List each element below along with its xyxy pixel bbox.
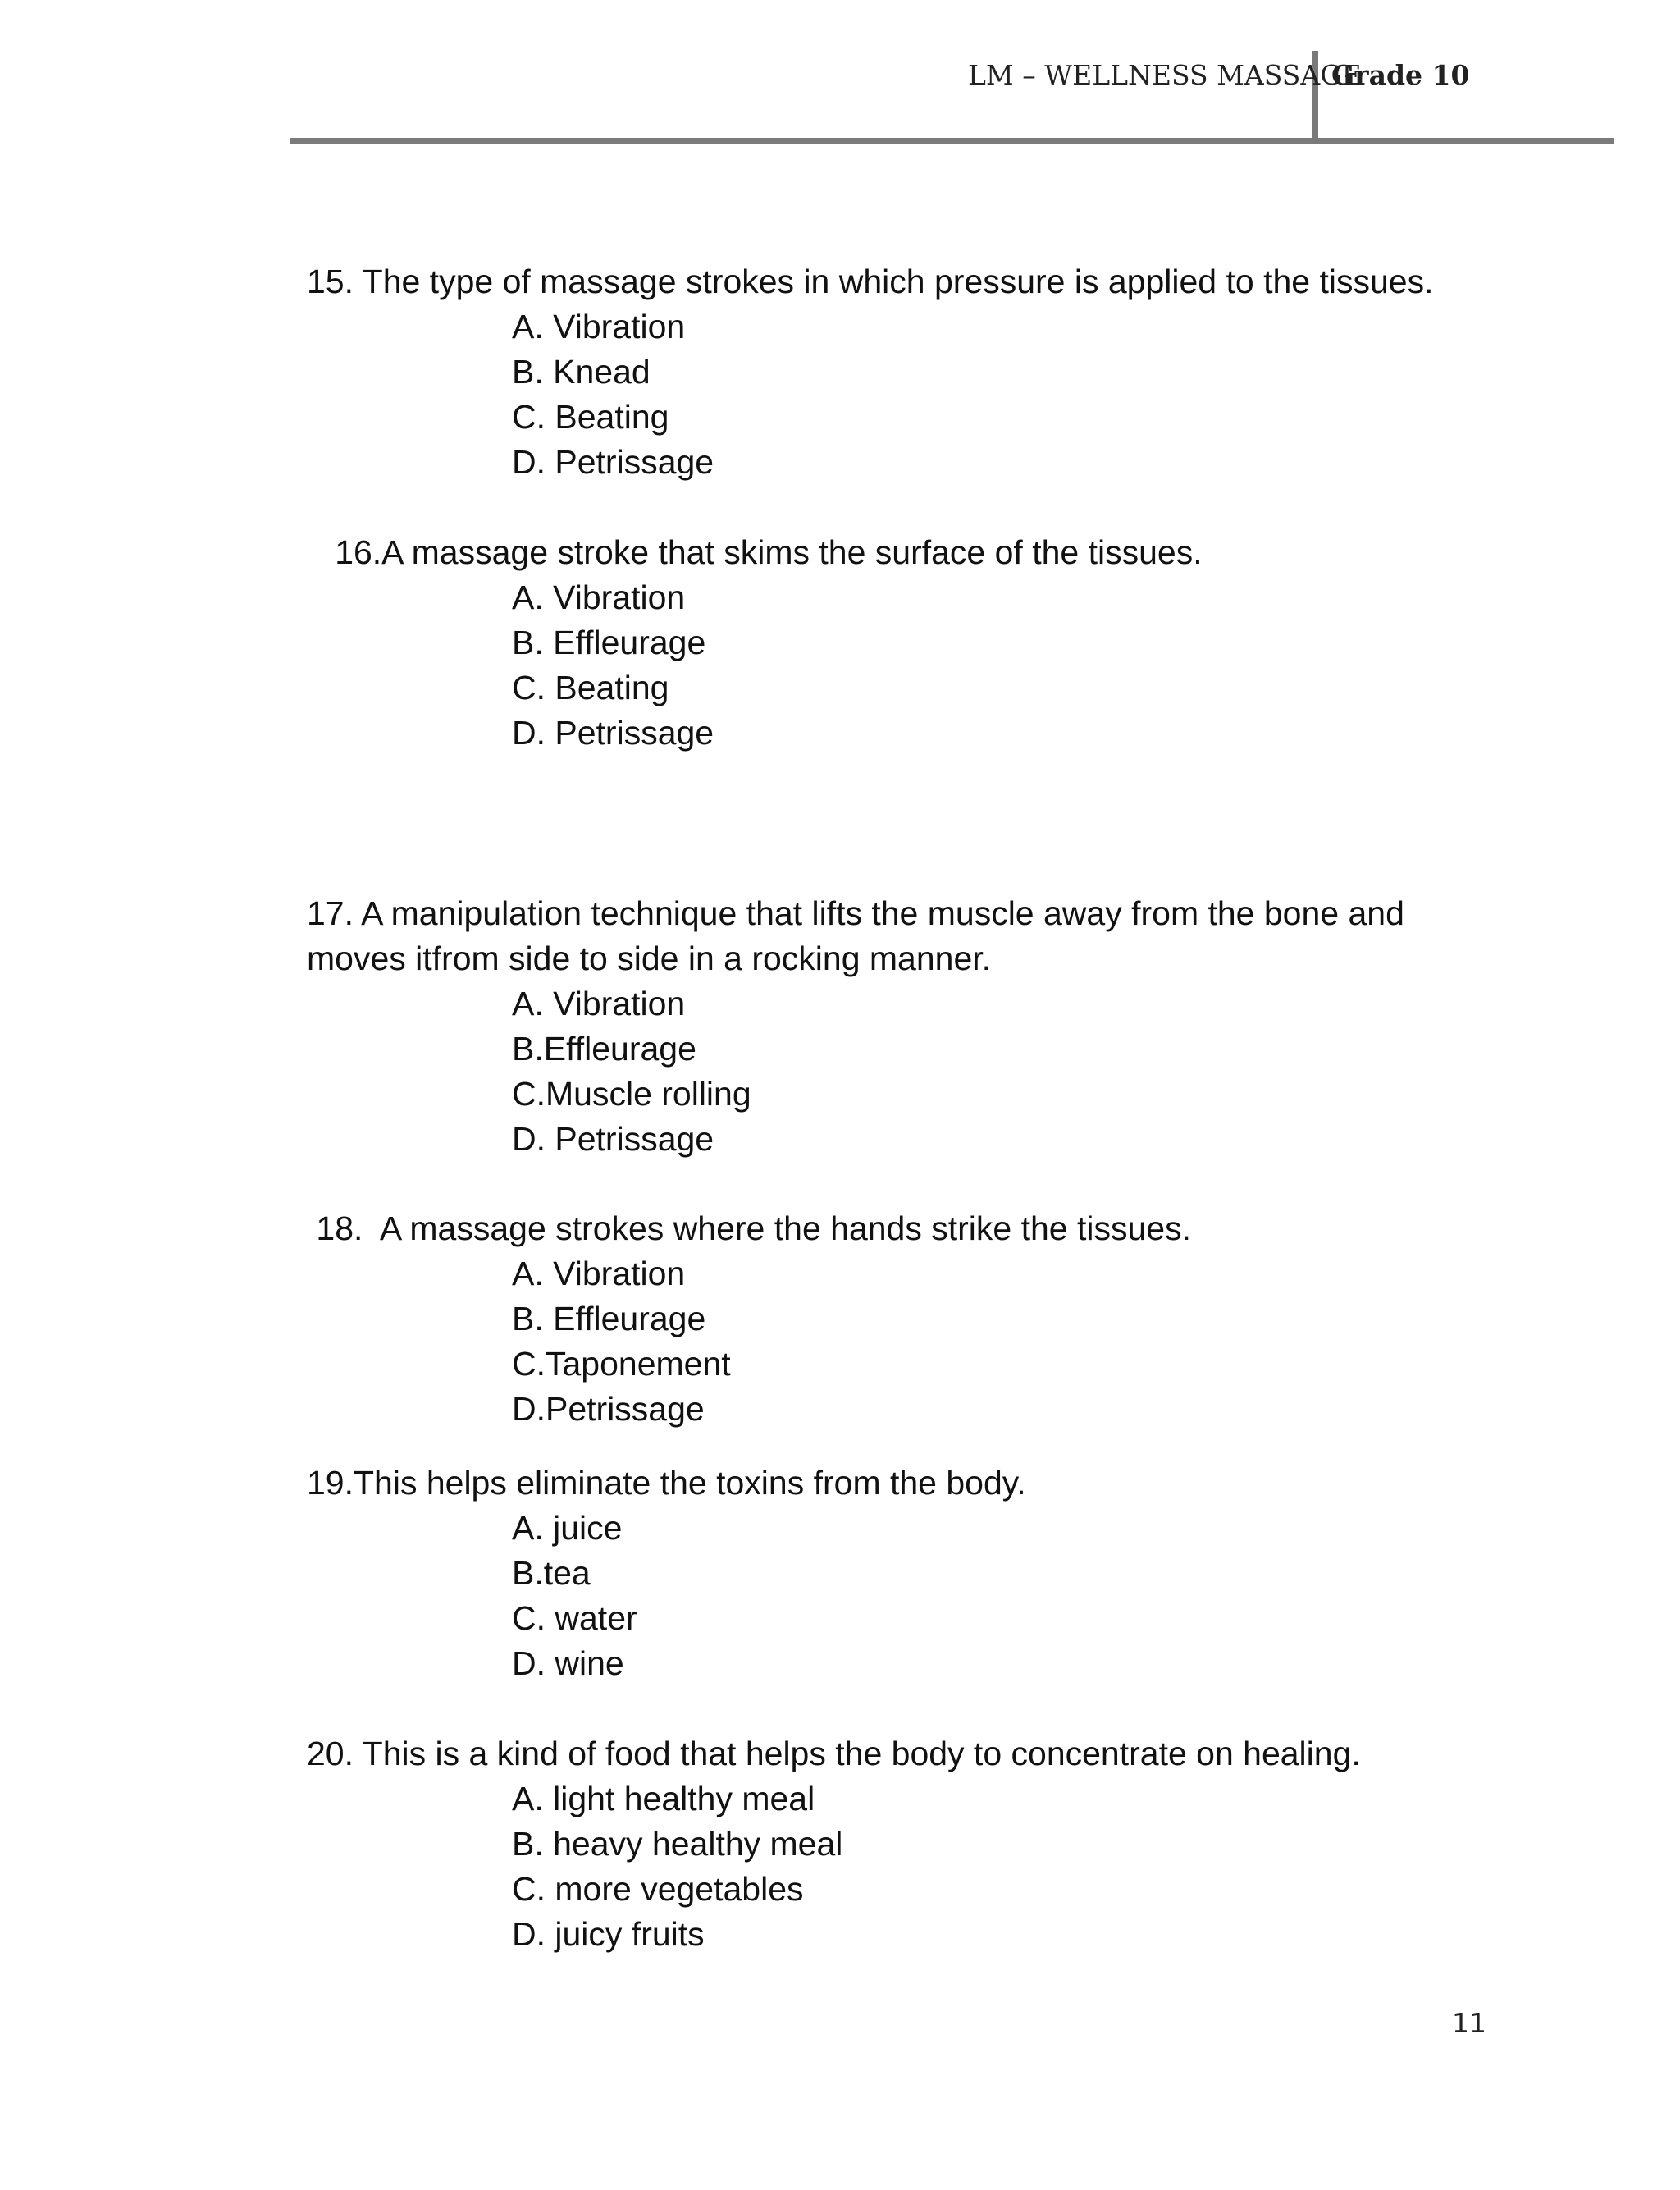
question-text: 15. The type of massage strokes in which pressure is applied to the tissues. <box>307 263 1434 300</box>
answer-option-c: C. Beating <box>512 398 669 436</box>
question-text: 16.A massage stroke that skims the surface of the tissues. <box>307 533 1203 571</box>
answer-option-d: D. juicy fruits <box>512 1915 705 1953</box>
answer-option-a: A. Vibration <box>512 1255 686 1292</box>
question-16 <box>307 530 1570 756</box>
answer-options <box>307 1251 1570 1432</box>
answer-option-b: B. Effleurage <box>512 1300 706 1337</box>
answer-option-c: C. more vegetables <box>512 1870 804 1908</box>
answer-option-d: D. Petrissage <box>512 1120 714 1158</box>
answer-option-a: A. light healthy meal <box>512 1780 815 1817</box>
answer-option-b: B. Knead <box>512 353 651 391</box>
answer-options <box>307 575 1570 756</box>
question-text: 20. This is a kind of food that helps the body to concentrate on healing. <box>307 1735 1361 1772</box>
answer-option-d: D. wine <box>512 1644 624 1682</box>
answer-option-a: A. juice <box>512 1509 623 1547</box>
header-course-title: LM – WELLNESS MASSAGE <box>968 59 1362 91</box>
answer-option-b: B.Effleurage <box>512 1030 696 1068</box>
answer-option-a: A. Vibration <box>512 578 686 616</box>
answer-option-b: B.tea <box>512 1554 591 1592</box>
answer-option-a: A. Vibration <box>512 308 686 345</box>
question-text: 17. A manipulation technique that lifts the muscle away from the bone and moves itfrom side to side in a rocking manner. <box>307 894 1404 977</box>
answer-option-c: C. Beating <box>512 669 669 706</box>
question-20 <box>307 1731 1570 1957</box>
answer-options <box>307 304 1570 485</box>
answer-option-c: C.Taponement <box>512 1345 731 1383</box>
question-text: 19.This helps eliminate the toxins from the body. <box>307 1464 1026 1502</box>
question-19 <box>307 1461 1570 1686</box>
header-rule <box>290 138 1614 144</box>
page-number: 11 <box>1452 2007 1486 2039</box>
answer-options <box>307 1776 1570 1957</box>
answer-option-a: A. Vibration <box>512 985 686 1022</box>
answer-options <box>307 981 1570 1162</box>
question-18 <box>307 1206 1570 1432</box>
answer-options <box>307 1506 1570 1686</box>
answer-option-b: B. Effleurage <box>512 624 706 661</box>
answer-option-d: D.Petrissage <box>512 1390 705 1428</box>
answer-option-d: D. Petrissage <box>512 443 714 481</box>
answer-option-b: B. heavy healthy meal <box>512 1825 843 1863</box>
answer-option-d: D. Petrissage <box>512 714 714 752</box>
header-grade: Grade 10 <box>1331 59 1470 91</box>
question-15 <box>307 259 1570 485</box>
question-text: 18. A massage strokes where the hands strike the tissues. <box>307 1209 1191 1247</box>
answer-option-c: C.Muscle rolling <box>512 1075 751 1113</box>
answer-option-c: C. water <box>512 1599 637 1637</box>
question-17 <box>307 891 1570 1162</box>
